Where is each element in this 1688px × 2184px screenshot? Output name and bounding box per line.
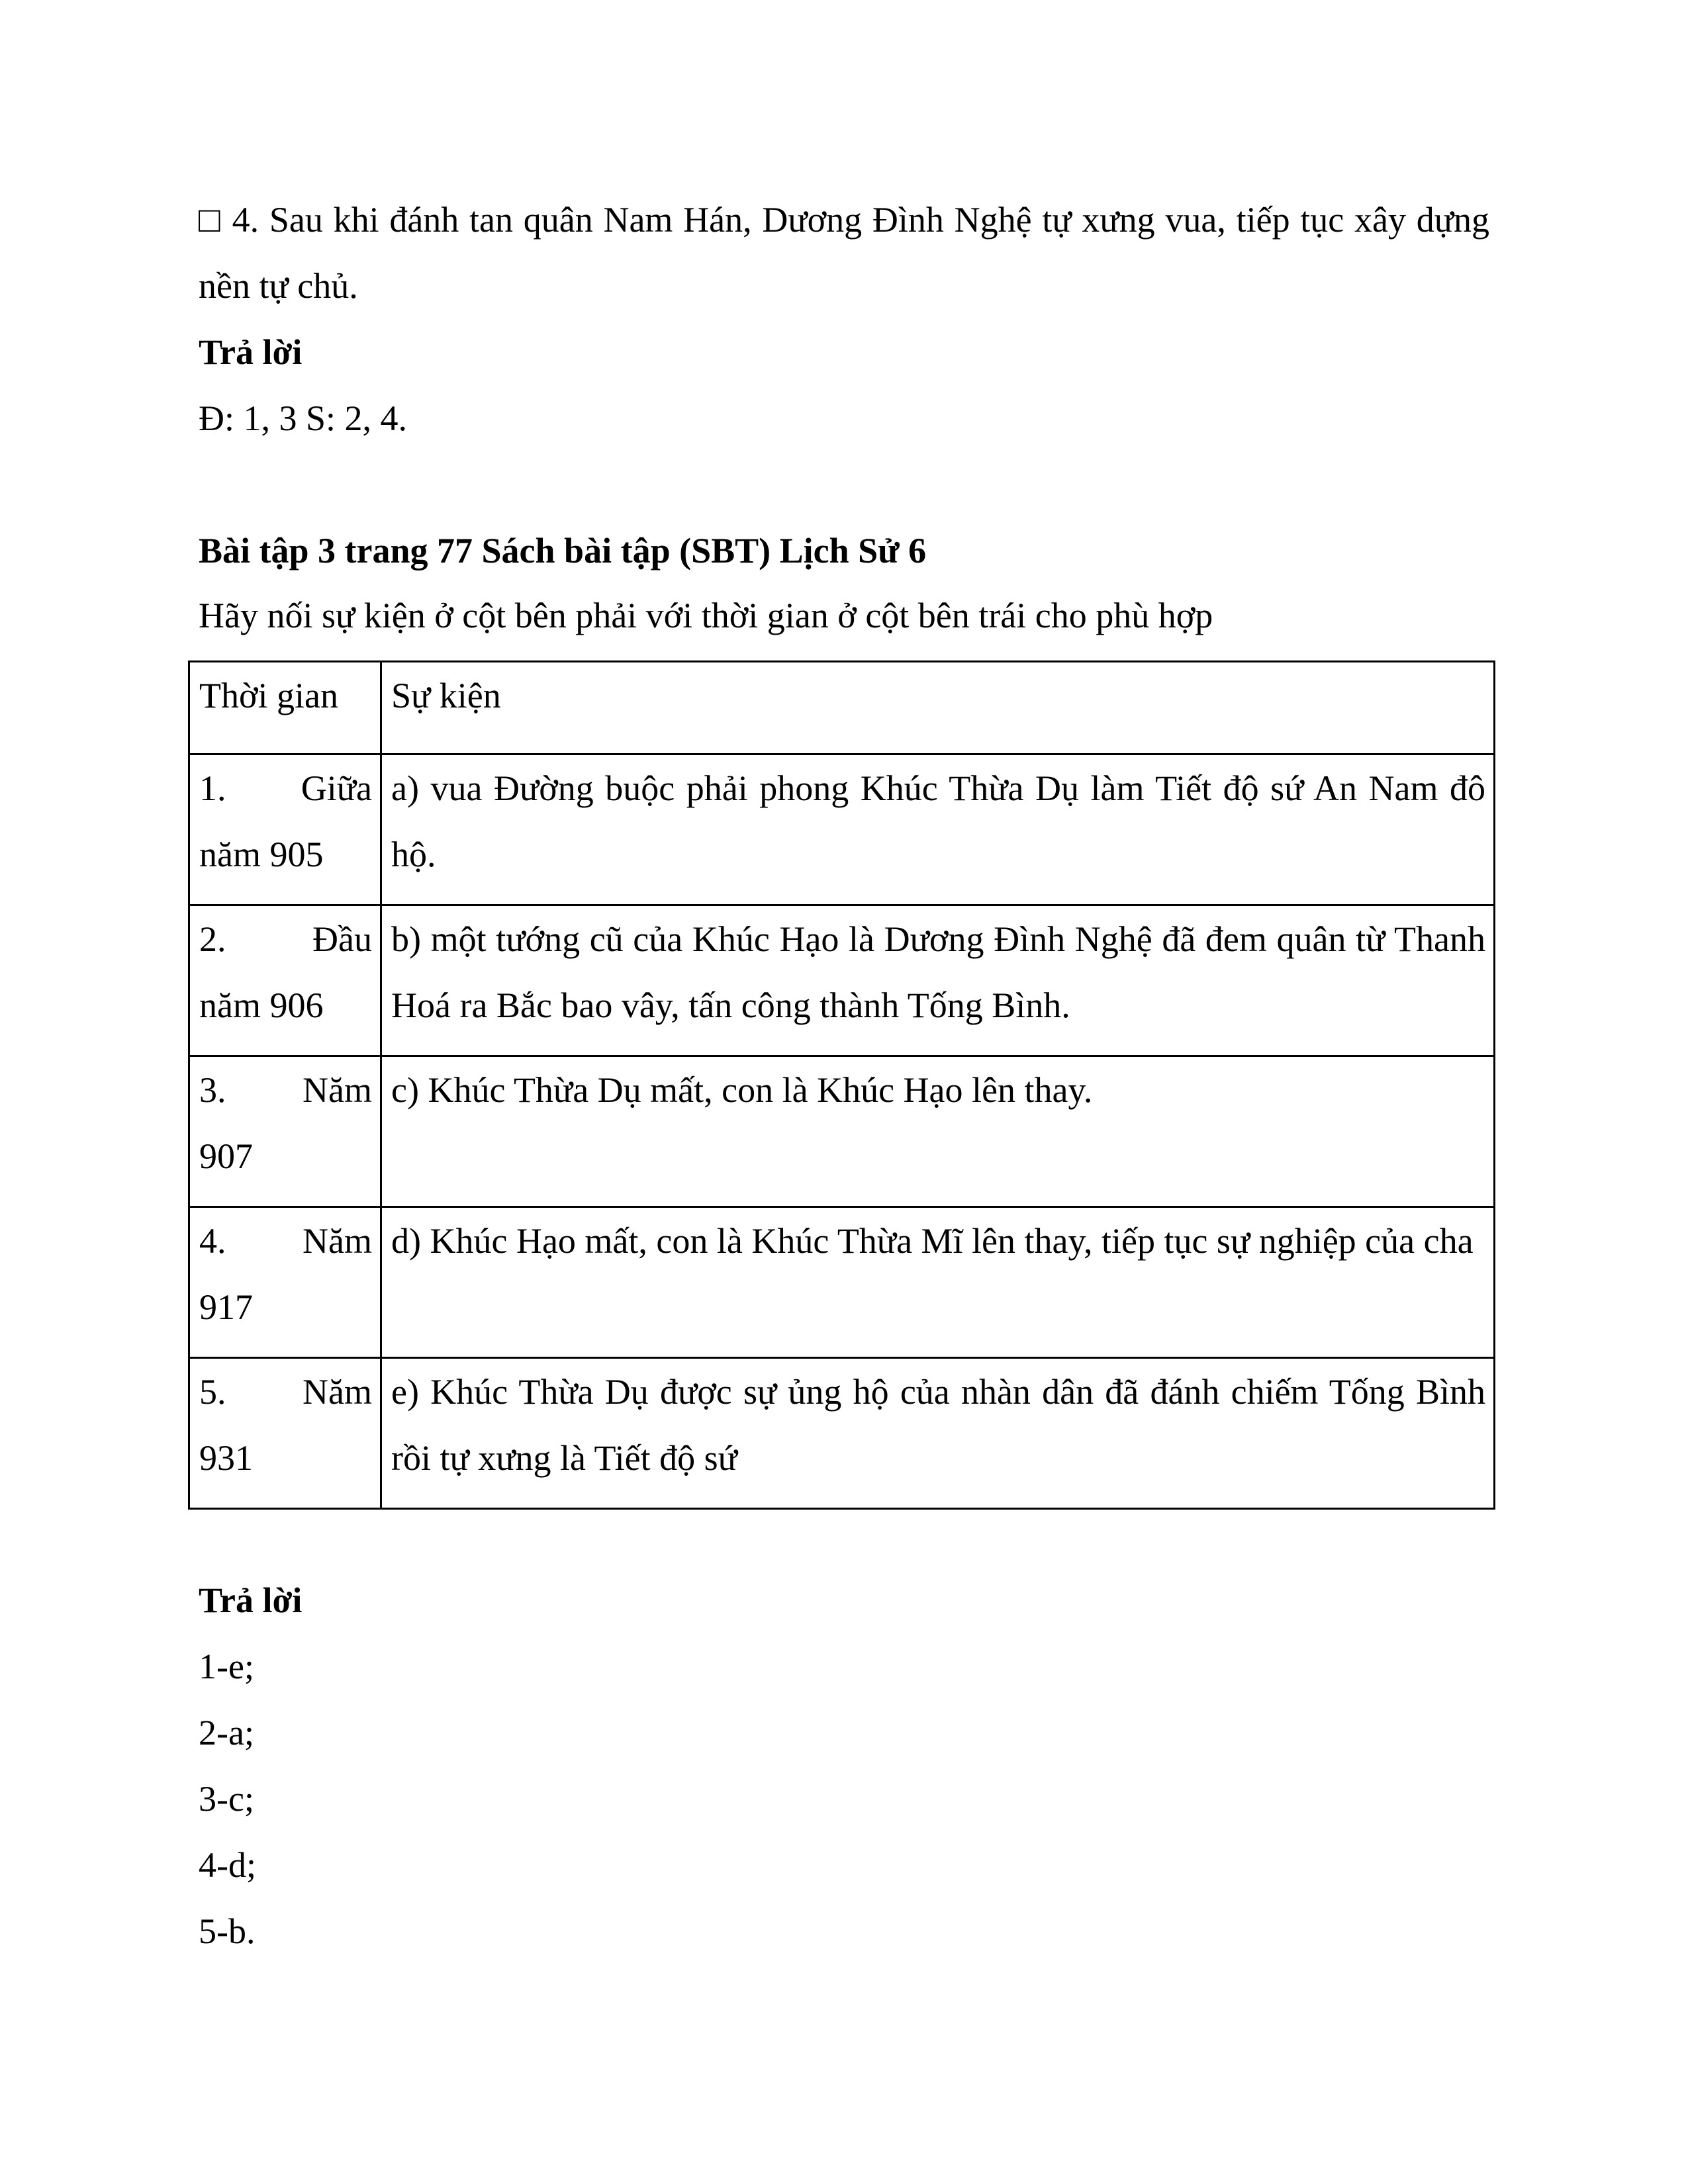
answer-heading-1: Trả lời bbox=[199, 332, 303, 372]
header-event: Sự kiện bbox=[381, 662, 1495, 754]
event-cell: b) một tướng cũ của Khúc Hạo là Dương Đình Nghệ đã đem quân từ Thanh Hoá ra Bắc bao vây, tấn công thành Tống Bình. bbox=[381, 905, 1495, 1056]
event-cell: d) Khúc Hạo mất, con là Khúc Thừa Mĩ lên thay, tiếp tục sự nghiệp của cha bbox=[381, 1207, 1495, 1358]
exercise-instruction: Hãy nối sự kiện ở cột bên phải với thời gian ở cột bên trái cho phù hợp bbox=[199, 596, 1213, 635]
matching-table bbox=[188, 660, 1495, 1510]
header-time: Thời gian bbox=[189, 662, 381, 754]
table-row bbox=[189, 1056, 1495, 1207]
table-row bbox=[189, 1358, 1495, 1509]
time-cell: 1. Giữa năm 905 bbox=[189, 754, 381, 905]
table-row bbox=[189, 905, 1495, 1056]
time-cell: 2. Đầu năm 906 bbox=[189, 905, 381, 1056]
table-row bbox=[189, 754, 1495, 905]
answer-text-1: Đ: 1, 3 S: 2, 4. bbox=[199, 398, 408, 438]
exercise-title: Bài tập 3 trang 77 Sách bài tập (SBT) Lịch Sử 6 bbox=[199, 531, 927, 570]
table-row bbox=[189, 1207, 1495, 1358]
event-cell: a) vua Đường buộc phải phong Khúc Thừa Dụ làm Tiết độ sứ An Nam đô hộ. bbox=[381, 754, 1495, 905]
event-cell: c) Khúc Thừa Dụ mất, con là Khúc Hạo lên thay. bbox=[381, 1056, 1495, 1207]
answer-heading-2: Trả lời bbox=[199, 1580, 303, 1620]
answer-item: 4-d; bbox=[199, 1845, 256, 1885]
time-cell: 4. Năm 917 bbox=[189, 1207, 381, 1358]
answer-item: 1-e; bbox=[199, 1647, 254, 1686]
time-cell: 3. Năm 907 bbox=[189, 1056, 381, 1207]
answer-item: 2-a; bbox=[199, 1713, 254, 1752]
answer-item: 5-b. bbox=[199, 1911, 256, 1951]
question-4-text: □ 4. Sau khi đánh tan quân Nam Hán, Dương Đình Nghệ tự xưng vua, tiếp tục xây dựng nền tự chủ. bbox=[199, 200, 1489, 306]
answer-item: 3-c; bbox=[199, 1779, 254, 1819]
event-cell: e) Khúc Thừa Dụ được sự ủng hộ của nhàn dân đã đánh chiếm Tống Bình rồi tự xưng là Tiết độ sứ bbox=[381, 1358, 1495, 1509]
time-cell: 5. Năm 931 bbox=[189, 1358, 381, 1509]
question-4 bbox=[199, 187, 1489, 319]
table-header-row bbox=[189, 662, 1495, 754]
